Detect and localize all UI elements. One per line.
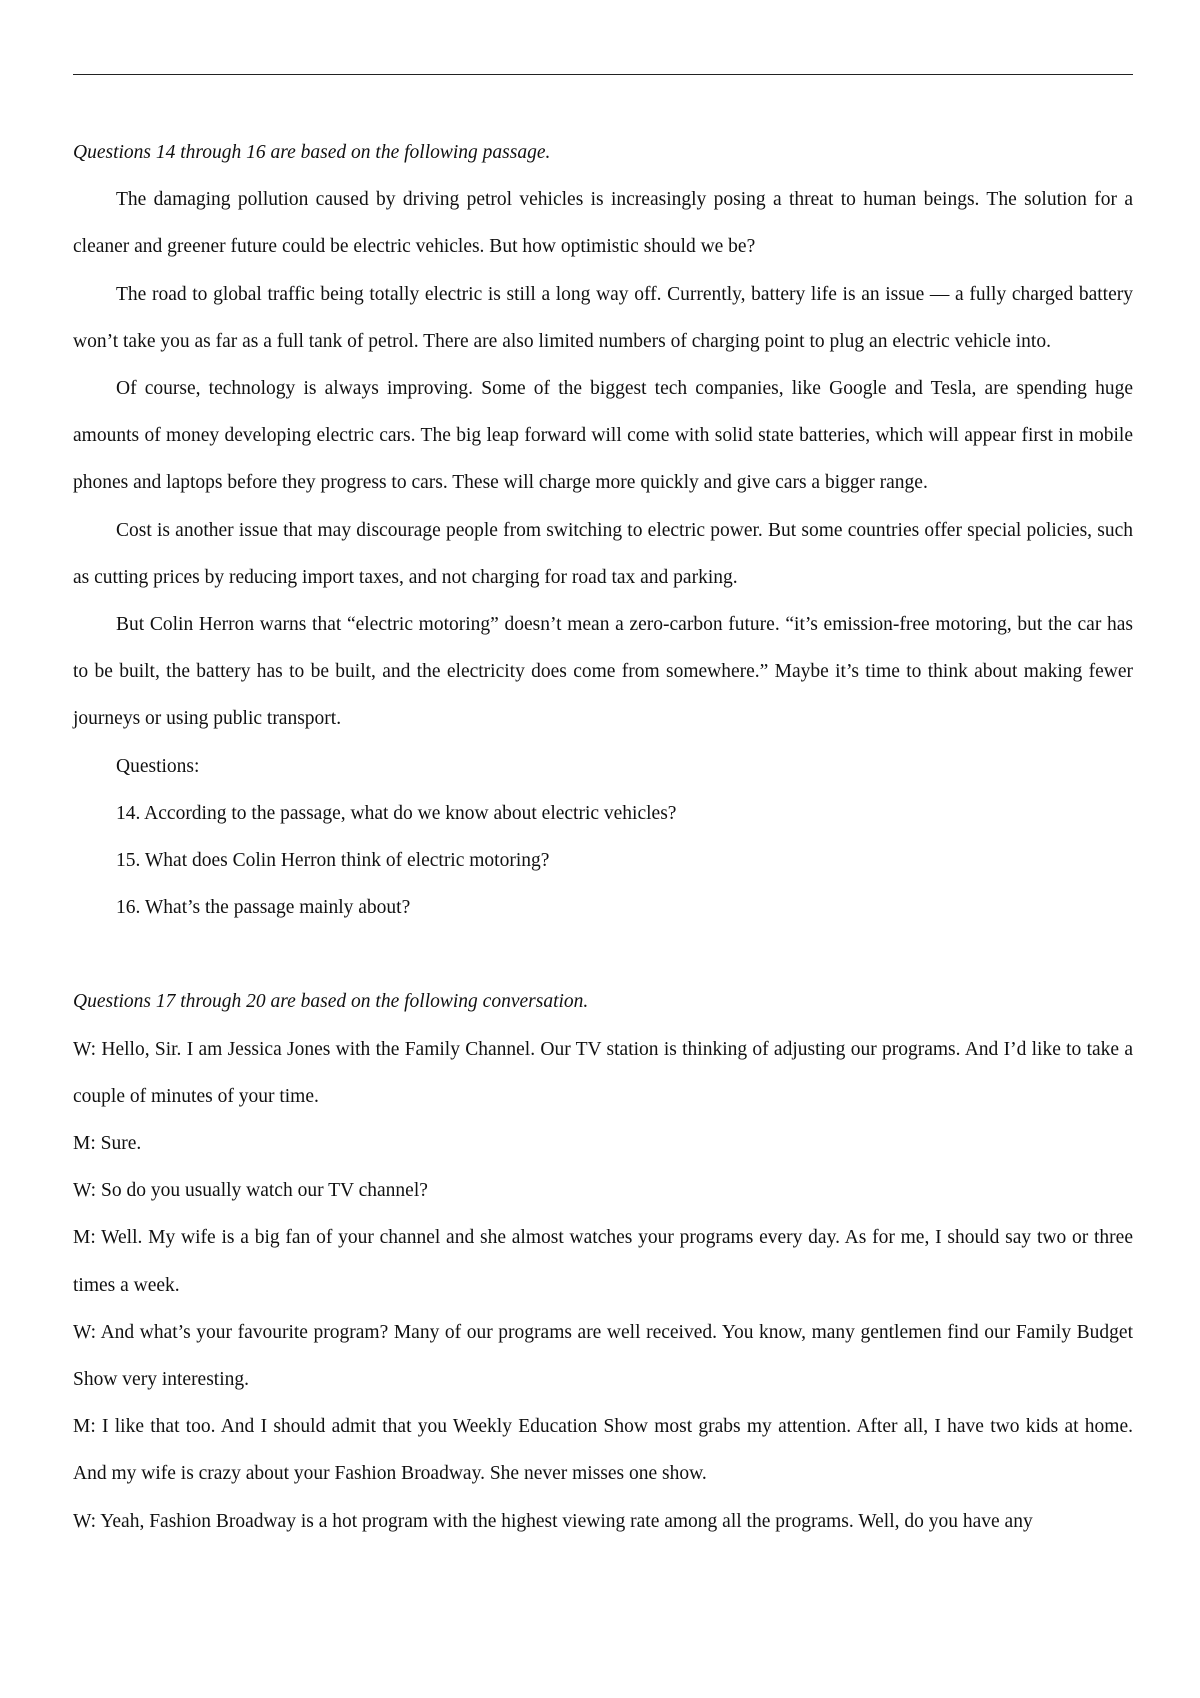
- document-body: [73, 129, 1133, 1545]
- section-heading-passage: Questions 14 through 16 are based on the following passage.: [73, 142, 551, 163]
- question-item: 14. According to the passage, what do we know about electric vehicles?: [116, 802, 677, 824]
- passage-paragraph: The road to global traffic being totally electric is still a long way off. Currently, battery life is an issue — a fully charged battery won’t take you as far as a full tank of petrol. There are also limited numbers of charging point to plug an electric vehicle into.: [73, 283, 1133, 352]
- dialogue-line: W: Hello, Sir. I am Jessica Jones with the Family Channel. Our TV station is thinking of adjusting our programs. And I’d like to take a couple of minutes of your time.: [73, 1038, 1133, 1107]
- passage-paragraph: The damaging pollution caused by driving petrol vehicles is increasingly posing a threat to human beings. The solution for a cleaner and greener future could be electric vehicles. But how optimistic should we be?: [73, 189, 1133, 258]
- dialogue-line: M: Sure.: [73, 1133, 142, 1155]
- passage-paragraph: Of course, technology is always improving. Some of the biggest tech companies, like Google and Tesla, are spending huge amounts of money developing electric cars. The big leap forward will come with solid state batteries, which will appear first in mobile phones and laptops before they progress to cars. These will charge more quickly and give cars a bigger range.: [73, 378, 1133, 494]
- dialogue-line: W: And what’s your favourite program? Many of our programs are well received. You know, many gentlemen find our Family Budget Show very interesting.: [73, 1321, 1133, 1391]
- questions-label: Questions:: [116, 755, 200, 777]
- question-item: 15. What does Colin Herron think of electric motoring?: [116, 850, 550, 872]
- passage-paragraph: But Colin Herron warns that “electric motoring” doesn’t mean a zero-carbon future. “it’s emission-free motoring, but the car has to be built, the battery has to be built, and the electricity does come from somewhere.” Maybe it’s time to think about making fewer journeys or using public transport.: [73, 614, 1133, 730]
- section-heading-conversation: Questions 17 through 20 are based on the following conversation.: [73, 991, 589, 1013]
- header-rule: [73, 74, 1133, 75]
- dialogue-line: M: Well. My wife is a big fan of your channel and she almost watches your programs every day. As for me, I should say two or three times a week.: [73, 1227, 1133, 1296]
- question-item: 16. What’s the passage mainly about?: [116, 897, 411, 919]
- passage-paragraph: Cost is another issue that may discourage people from switching to electric power. But some countries offer special policies, such as cutting prices by reducing import taxes, and not charging for road tax and parking.: [73, 519, 1133, 588]
- dialogue-line: W: So do you usually watch our TV channel?: [73, 1180, 428, 1202]
- section-spacer: [73, 931, 1133, 978]
- dialogue-line: W: Yeah, Fashion Broadway is a hot program with the highest viewing rate among all the programs. Well, do you have any: [73, 1510, 1033, 1532]
- dialogue-line: M: I like that too. And I should admit that you Weekly Education Show most grabs my attention. After all, I have two kids at home. And my wife is crazy about your Fashion Broadway. She never misses one show.: [73, 1416, 1133, 1485]
